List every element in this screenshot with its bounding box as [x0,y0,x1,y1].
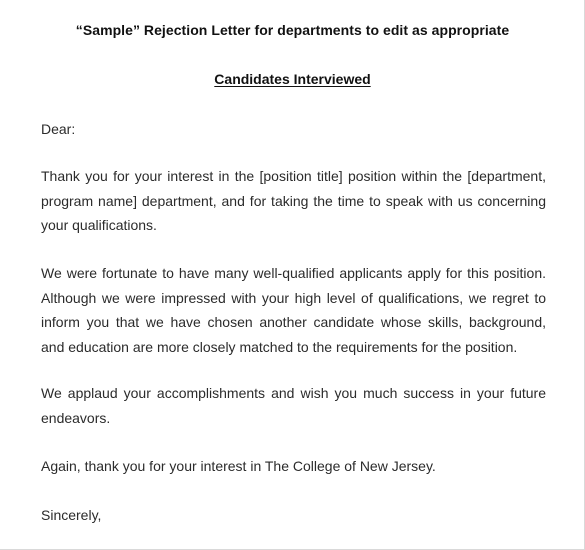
paragraph-line: inform you that we have chosen another candidate whose skills, background, [41,314,546,330]
paragraph-applaud [41,381,546,430]
paragraph-line: program name] department, and for taking the time to speak with us concerning [41,192,546,209]
salutation [41,117,546,142]
paragraph-line: We applaud your accomplishments and wish you much success in your future [41,385,546,401]
paragraph-decision [41,261,546,359]
paragraph-line: your qualifications. [41,217,157,233]
closing-text: Sincerely, [41,507,102,523]
paragraph-line: Again, thank you for your interest in The College of New Jersey. [41,458,436,474]
paragraph-line: We were fortunate to have many well-qualified applicants apply for this position. [41,265,546,281]
letter-title: “Sample” Rejection Letter for departments to edit as appropriate [75,22,510,38]
paragraph-line: Thank you for your interest in the [position title] position within the [department, [41,168,546,184]
salutation-text: Dear: [41,121,76,137]
paragraph-line: Although we were impressed with your high level of qualifications, we regret to [41,289,546,306]
letter-subtitle: Candidates Interviewed [214,71,371,87]
paragraph-line: and education are more closely matched to the requirements for the position. [41,338,518,355]
paragraph-interest [41,164,546,238]
paragraph-thanks [41,454,546,479]
closing [41,503,546,528]
paragraph-line: endeavors. [41,409,111,426]
